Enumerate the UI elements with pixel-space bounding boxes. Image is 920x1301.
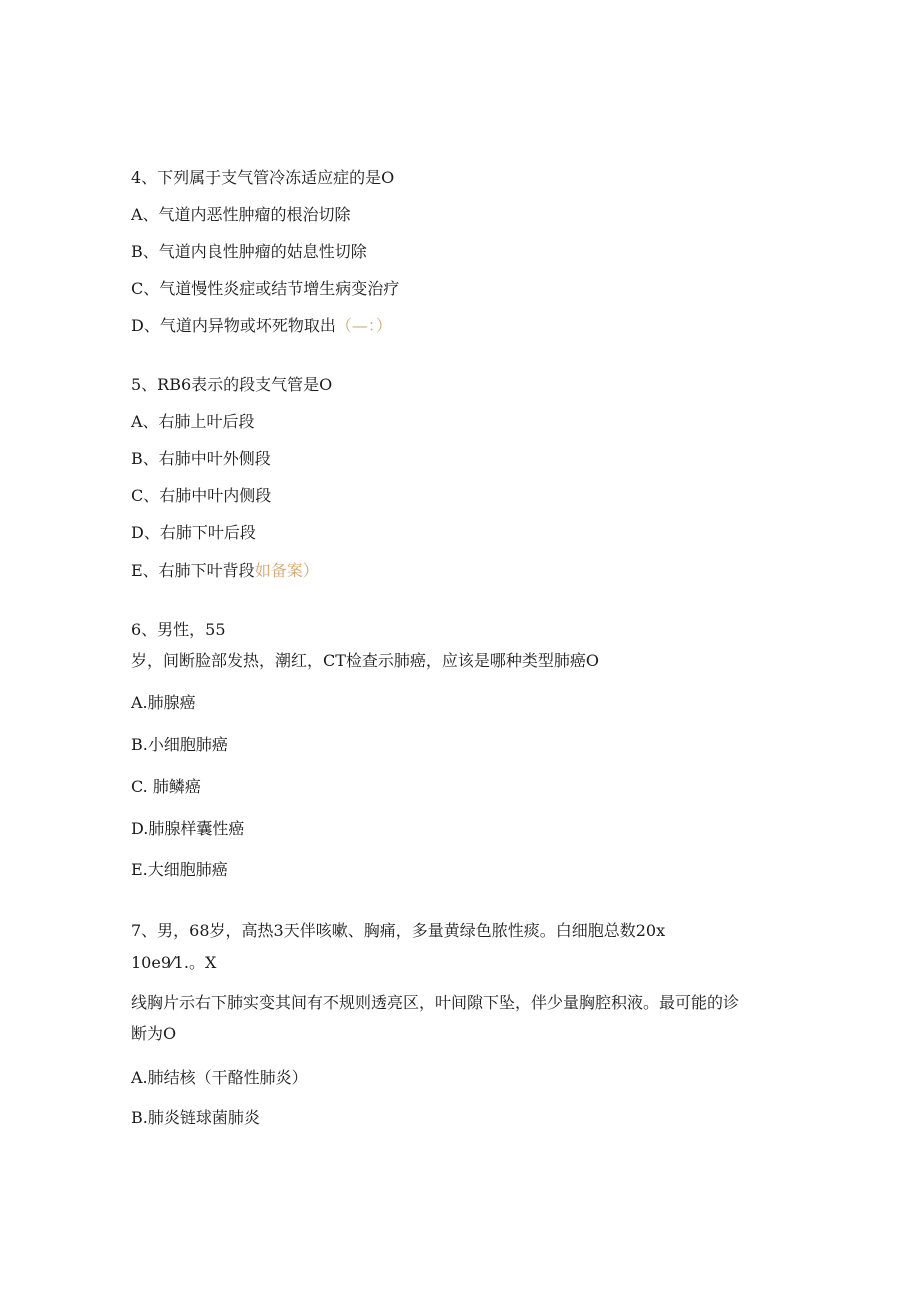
question-6-option-d: D.肺腺样囊性癌 xyxy=(131,819,245,838)
question-4-option-b: B、气道内良性肿瘤的姑息性切除 xyxy=(131,242,367,261)
question-5-option-d: D、右肺下叶后段 xyxy=(131,523,256,542)
question-5-stem: 5、RB6表示的段支气管是O xyxy=(131,375,333,394)
question-6-option-c: C. 肺鳞癌 xyxy=(131,777,201,796)
question-5-option-a: A、右肺上叶后段 xyxy=(131,412,255,431)
question-7-stem-line-4: 断为O xyxy=(131,1024,177,1043)
question-6-stem-line-1: 6、男性，55 xyxy=(131,620,226,639)
question-6-stem-line-2: 岁，间断脸部发热，潮红，CT检查示肺癌，应该是哪种类型肺癌O xyxy=(131,651,600,670)
question-6-option-a: A.肺腺癌 xyxy=(131,693,196,712)
question-4-option-a: A、气道内恶性肿瘤的根治切除 xyxy=(131,205,351,224)
option-text: D、气道内异物或坏死物取出 xyxy=(131,316,336,335)
question-7-option-a: A.肺结核（干酪性肺炎） xyxy=(131,1068,308,1087)
question-7-stem-line-1: 7、男，68岁，高热3天伴咳嗽、胸痛，多量黄绿色脓性痰。白细胞总数20x xyxy=(131,921,666,940)
question-4-stem: 4、下列属于支气管冷冻适应症的是O xyxy=(131,168,395,187)
question-7-option-b: B.肺炎链球菌肺炎 xyxy=(131,1108,260,1127)
question-5-option-c: C、右肺中叶内侧段 xyxy=(131,486,272,505)
option-text: E、右肺下叶背段 xyxy=(131,561,255,580)
answer-note: （—：） xyxy=(335,316,392,335)
question-5-option-e xyxy=(131,561,319,581)
question-4-option-c: C、气道慢性炎症或结节增生病变治疗 xyxy=(131,279,400,298)
question-5-option-b: B、右肺中叶外侧段 xyxy=(131,449,271,468)
question-4-option-d xyxy=(131,316,392,336)
question-6-option-b: B.小细胞肺癌 xyxy=(131,735,228,754)
question-6-option-e: E.大细胞肺癌 xyxy=(131,860,228,879)
question-7-stem-line-3: 线胸片示右下肺实变其间有不规则透亮区，叶间隙下坠，伴少量胸腔积液。最可能的诊 xyxy=(131,993,740,1012)
question-7-stem-line-2: 10e9⁄1.。X xyxy=(131,953,217,972)
answer-note: 如备案） xyxy=(254,561,319,580)
